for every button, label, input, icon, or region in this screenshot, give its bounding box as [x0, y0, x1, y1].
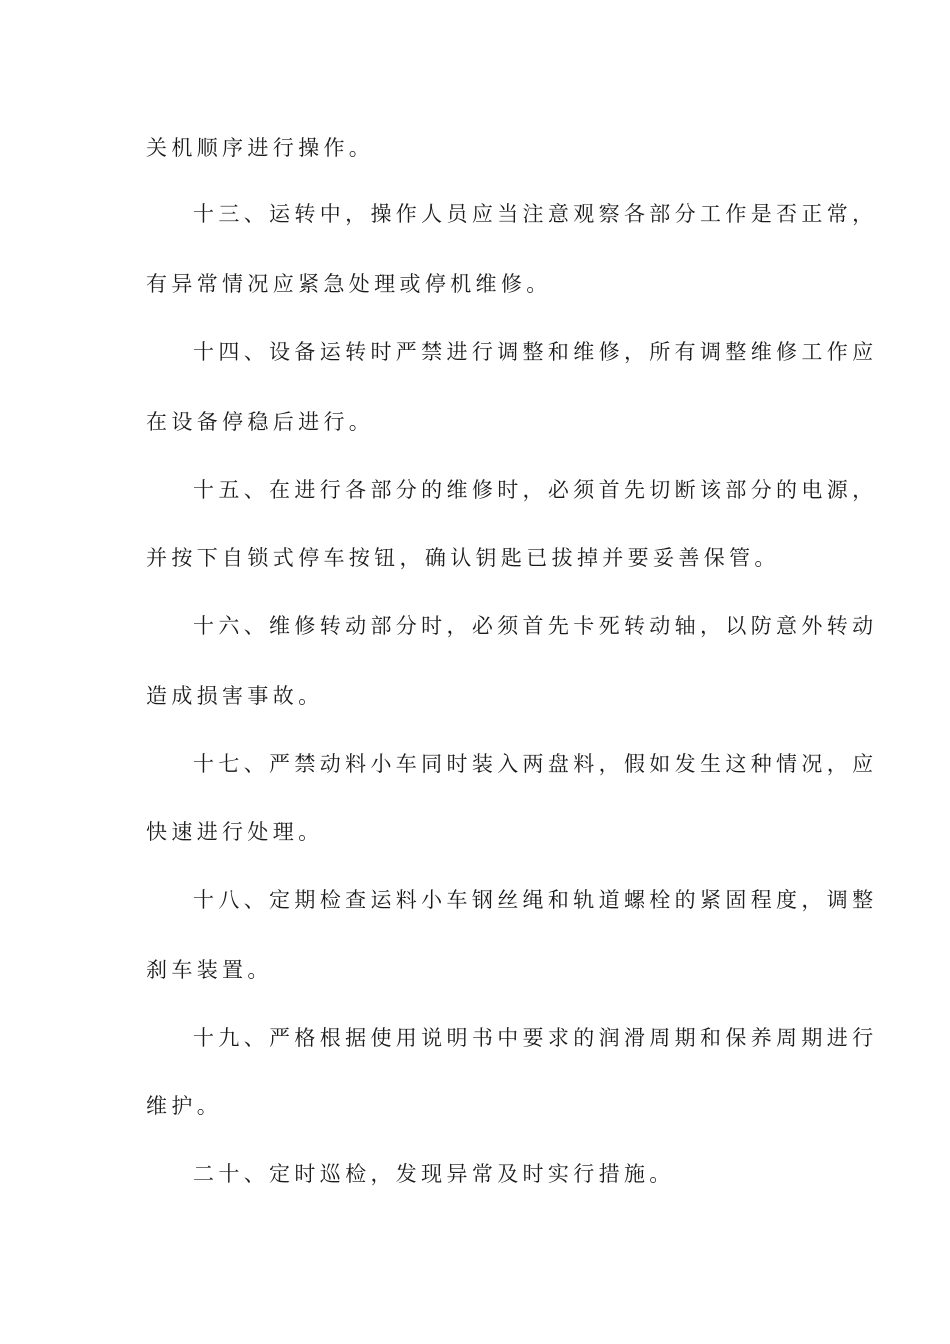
item-15-line-2: 并按下自锁式停车按钮，确认钥匙已拔掉并要妥善保管。: [146, 546, 780, 570]
item-18-line-2: 刹车装置。: [146, 958, 273, 982]
item-20-line-1: 二十、定时巡检，发现异常及时实行措施。: [193, 1162, 675, 1186]
item-19-line-1: 十九、严格根据使用说明书中要求的润滑周期和保养周期进行: [193, 1026, 878, 1050]
item-14-line-1: 十四、设备运转时严禁进行调整和维修，所有调整维修工作应: [193, 340, 878, 364]
item-13-line-2: 有异常情况应紧急处理或停机维修。: [146, 272, 552, 296]
item-16-line-1: 十六、维修转动部分时，必须首先卡死转动轴，以防意外转动: [193, 614, 878, 638]
item-16-line-2: 造成损害事故。: [146, 684, 324, 708]
item-15-line-1: 十五、在进行各部分的维修时，必须首先切断该部分的电源，: [193, 478, 878, 502]
item-18-line-1: 十八、定期检查运料小车钢丝绳和轨道螺栓的紧固程度，调整: [193, 888, 878, 912]
item-17-line-2: 快速进行处理。: [146, 820, 324, 844]
item-17-line-1: 十七、严禁动料小车同时装入两盘料，假如发生这种情况，应: [193, 752, 878, 776]
item-13-line-1: 十三、运转中，操作人员应当注意观察各部分工作是否正常，: [193, 202, 878, 226]
item-19-line-2: 维护。: [146, 1094, 223, 1118]
item-14-line-2: 在设备停稳后进行。: [146, 410, 375, 434]
text-line-continuation: 关机顺序进行操作。: [146, 136, 375, 160]
